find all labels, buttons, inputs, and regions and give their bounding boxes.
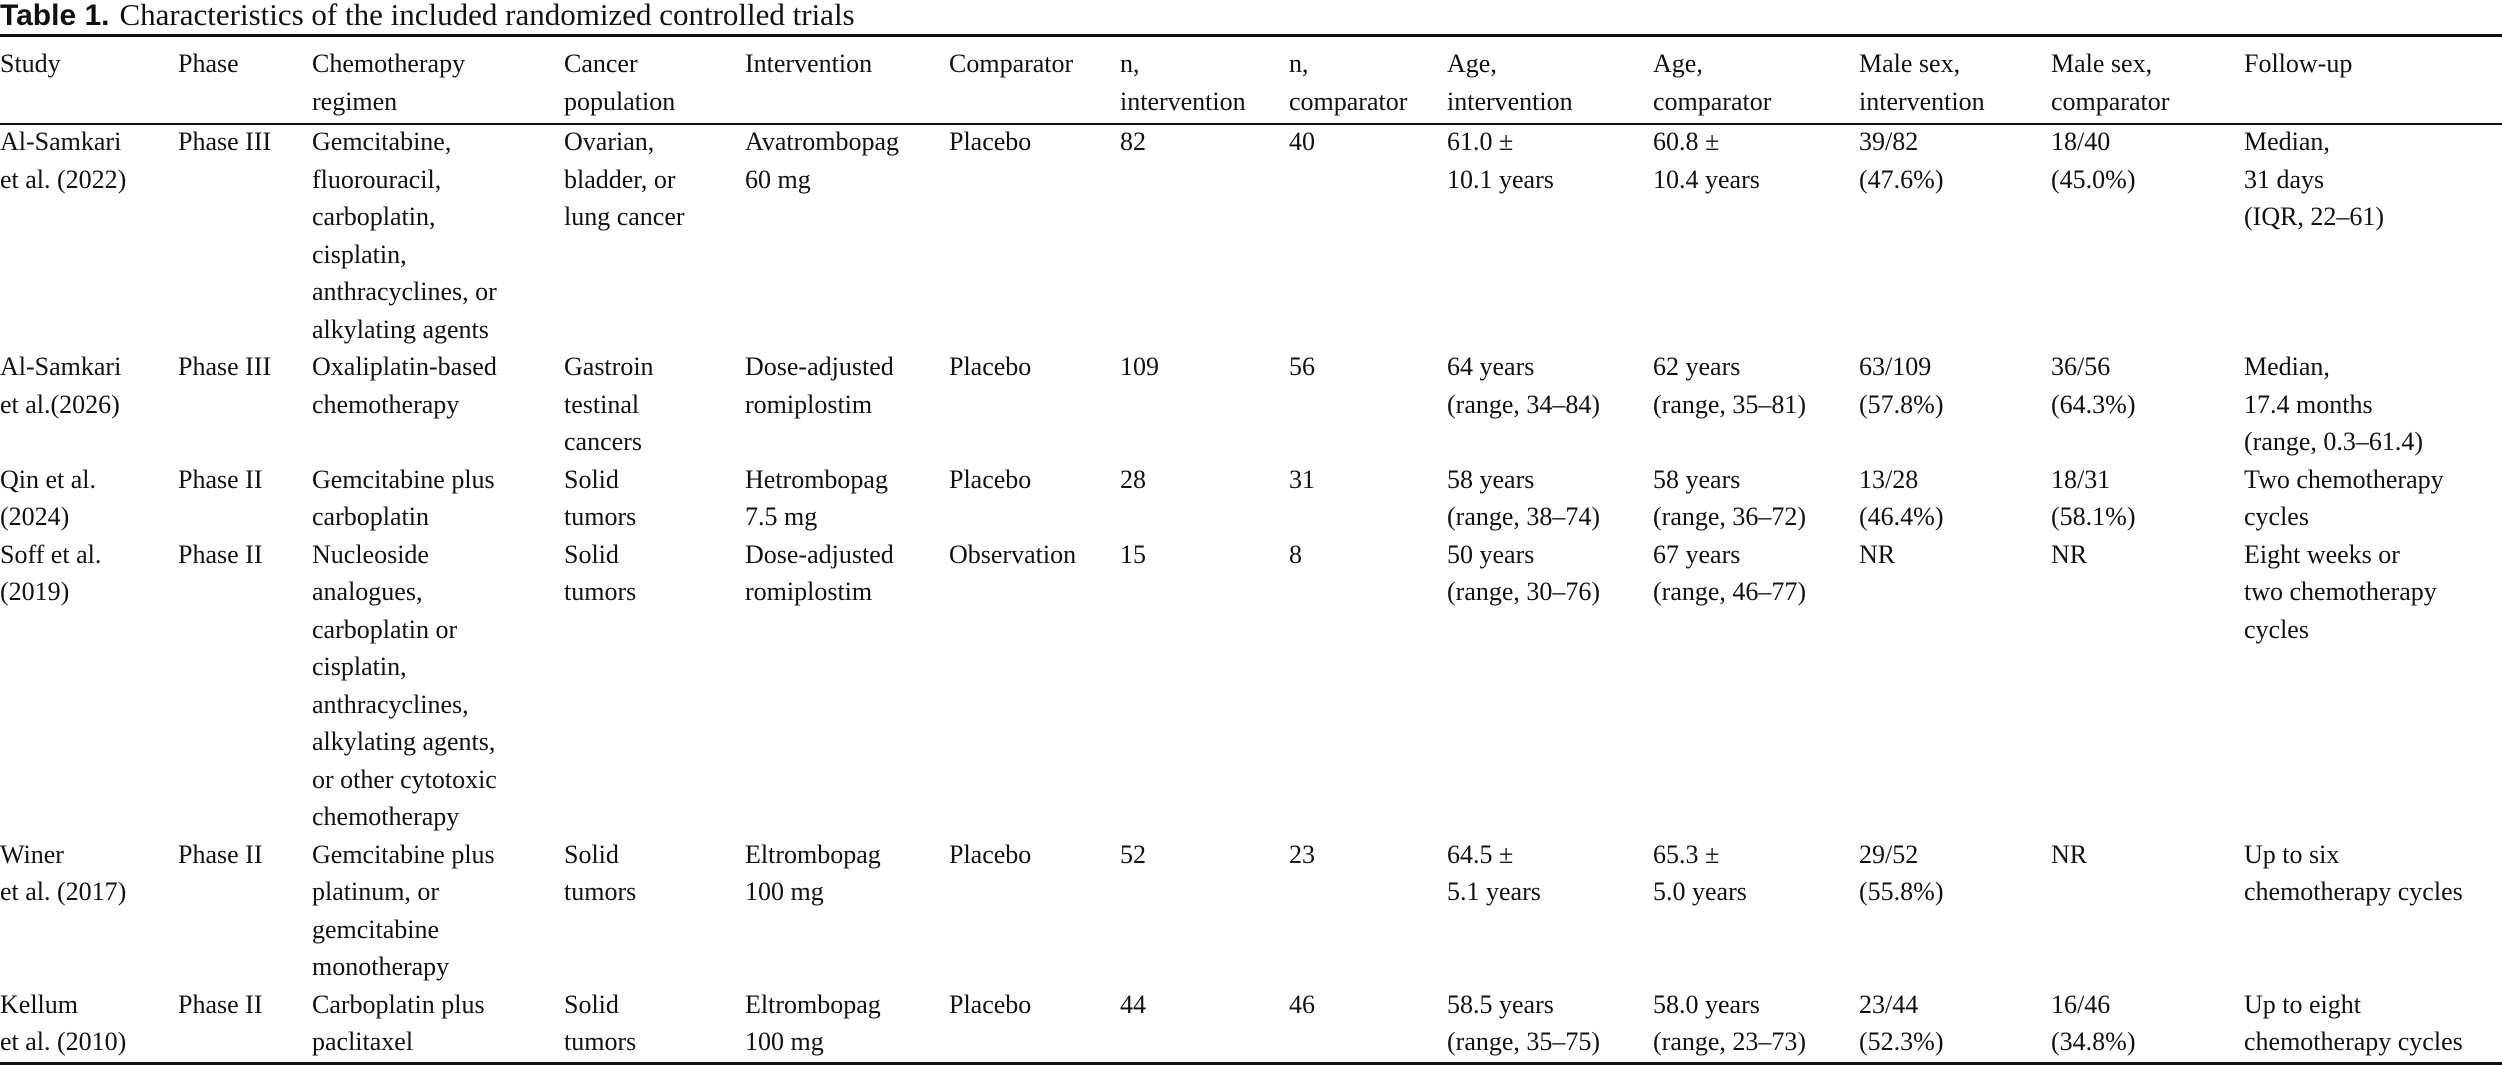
table-cell: 58 years (range, 36–72): [1653, 464, 1807, 531]
table-cell: Soff et al. (2019): [0, 539, 102, 606]
table-cell: Kellum et al. (2010): [0, 989, 127, 1056]
table-cell: 8: [1289, 539, 1302, 569]
table-cell: NR: [2051, 839, 2088, 869]
trials-table: [0, 37, 2502, 1062]
table-cell: 64 years (range, 34–84): [1447, 352, 1601, 419]
table-cell: 109: [1120, 352, 1159, 381]
table-caption: [0, 0, 855, 32]
column-header: n, intervention: [1120, 49, 1246, 116]
table-cell: 31: [1289, 464, 1315, 494]
table-cell: Dose-adjusted romiplostim: [745, 352, 894, 419]
table-cell: Solid tumors: [564, 989, 637, 1056]
table-cell: Up to six chemotherapy cycles: [2244, 839, 2463, 906]
table-bottom-rule: [0, 1062, 2502, 1065]
column-header: Phase: [178, 49, 239, 78]
table-cell: Phase II: [178, 839, 263, 869]
table-cell: 64.5 ± 5.1 years: [1447, 839, 1541, 906]
table-cell: Up to eight chemotherapy cycles: [2244, 989, 2463, 1056]
table-cell: 18/40 (45.0%): [2051, 127, 2136, 194]
column-header: Chemotherapy regimen: [312, 49, 466, 116]
table-row: [0, 536, 2502, 836]
table-cell: 58.0 years (range, 23–73): [1653, 989, 1807, 1056]
table-cell: Al-Samkari et al. (2022): [0, 127, 127, 194]
table-cell: Two chemotherapy cycles: [2244, 464, 2444, 531]
table-cell: Phase II: [178, 539, 263, 569]
table-cell: 23: [1289, 839, 1315, 869]
table-cell: 58 years (range, 38–74): [1447, 464, 1601, 531]
table-cell: Dose-adjusted romiplostim: [745, 539, 894, 606]
table-cell: Ovarian, bladder, or lung cancer: [564, 127, 685, 231]
table-cell: Placebo: [949, 989, 1032, 1019]
table-cell: Gemcitabine, fluorouracil, carboplatin, cisplatin, anthracyclines, or alkylating agents: [312, 127, 497, 344]
table-cell: 39/82 (47.6%): [1859, 127, 1944, 194]
table-cell: 65.3 ± 5.0 years: [1653, 839, 1747, 906]
table-cell: 15: [1120, 539, 1146, 569]
table-cell: 46: [1289, 989, 1315, 1019]
table-cell: Placebo: [949, 127, 1032, 156]
column-header: Study: [0, 49, 61, 78]
table-cell: 50 years (range, 30–76): [1447, 539, 1601, 606]
column-header: Cancer population: [564, 49, 676, 116]
table-cell: Placebo: [949, 352, 1032, 381]
table-cell: Oxaliplatin-based chemotherapy: [312, 352, 497, 419]
table-cell: Eight weeks or two chemotherapy cycles: [2244, 539, 2437, 644]
table-cell: Solid tumors: [564, 839, 637, 906]
table-cell: Solid tumors: [564, 464, 637, 531]
table-cell: 62 years (range, 35–81): [1653, 352, 1807, 419]
table-row: [0, 836, 2502, 986]
table-cell: 16/46 (34.8%): [2051, 989, 2136, 1056]
table-cell: 29/52 (55.8%): [1859, 839, 1944, 906]
table-row: [0, 461, 2502, 536]
column-header: Age, intervention: [1447, 49, 1573, 116]
column-header: Age, comparator: [1653, 49, 1772, 116]
table-cell: 44: [1120, 989, 1146, 1019]
table-cell: 58.5 years (range, 35–75): [1447, 989, 1601, 1056]
table-cell: Carboplatin plus paclitaxel: [312, 989, 485, 1056]
table-cell: Median, 17.4 months (range, 0.3–61.4): [2244, 352, 2424, 456]
table-cell: 13/28 (46.4%): [1859, 464, 1944, 531]
table-cell: Eltrombopag 100 mg: [745, 839, 881, 906]
table-cell: Avatrombopag 60 mg: [745, 127, 900, 194]
table-cell: 61.0 ± 10.1 years: [1447, 127, 1554, 194]
table-cell: Eltrombopag 100 mg: [745, 989, 881, 1056]
table-cell: Phase III: [178, 127, 272, 156]
column-header: n, comparator: [1289, 49, 1408, 116]
column-header: Comparator: [949, 49, 1074, 78]
column-header: Male sex, comparator: [2051, 49, 2170, 116]
table-cell: Winer et al. (2017): [0, 839, 127, 906]
table-row: [0, 123, 2502, 348]
table-cell: 67 years (range, 46–77): [1653, 539, 1807, 606]
table-row: [0, 348, 2502, 461]
table-cell: Median, 31 days (IQR, 22–61): [2244, 127, 2385, 231]
column-header: Male sex, intervention: [1859, 49, 1985, 116]
table-cell: 40: [1289, 127, 1315, 156]
table-cell: 18/31 (58.1%): [2051, 464, 2136, 531]
table-cell: 52: [1120, 839, 1146, 869]
table-cell: 82: [1120, 127, 1146, 156]
table-cell: 56: [1289, 352, 1315, 381]
table-cell: Qin et al. (2024): [0, 464, 97, 531]
table-cell: Hetrombopag 7.5 mg: [745, 464, 888, 531]
table-cell: Gastroin testinal cancers: [564, 352, 654, 456]
table-cell: Nucleoside analogues, carboplatin or cisplatin, anthracyclines, alkylating agents, or other cytotoxic chemotherapy: [312, 539, 497, 831]
table-cell: Phase II: [178, 464, 263, 494]
table-cell: 23/44 (52.3%): [1859, 989, 1944, 1056]
table-cell: 60.8 ± 10.4 years: [1653, 127, 1760, 194]
table-cell: 36/56 (64.3%): [2051, 352, 2136, 419]
column-header: Follow-up: [2244, 49, 2353, 78]
table-cell: Solid tumors: [564, 539, 637, 606]
table-cell: Gemcitabine plus carboplatin: [312, 464, 495, 531]
table-cell: 28: [1120, 464, 1146, 494]
table-cell: Placebo: [949, 839, 1032, 869]
table-header-row: [0, 37, 2502, 123]
table-cell: Al-Samkari et al.(2026): [0, 352, 122, 419]
column-header: Intervention: [745, 49, 873, 78]
table-cell: Phase III: [178, 352, 272, 381]
table-cell: 63/109 (57.8%): [1859, 352, 1944, 419]
table-cell: NR: [1859, 539, 1896, 569]
table-cell: Phase II: [178, 989, 263, 1019]
table-row: [0, 986, 2502, 1062]
table-caption-text: Characteristics of the included randomized controlled trials: [119, 0, 855, 32]
table-cell: NR: [2051, 539, 2088, 569]
table-cell: Placebo: [949, 464, 1032, 494]
table-caption-label: Table 1.: [0, 0, 110, 32]
table-cell: Observation: [949, 539, 1077, 569]
table-cell: Gemcitabine plus platinum, or gemcitabine monotherapy: [312, 839, 495, 981]
